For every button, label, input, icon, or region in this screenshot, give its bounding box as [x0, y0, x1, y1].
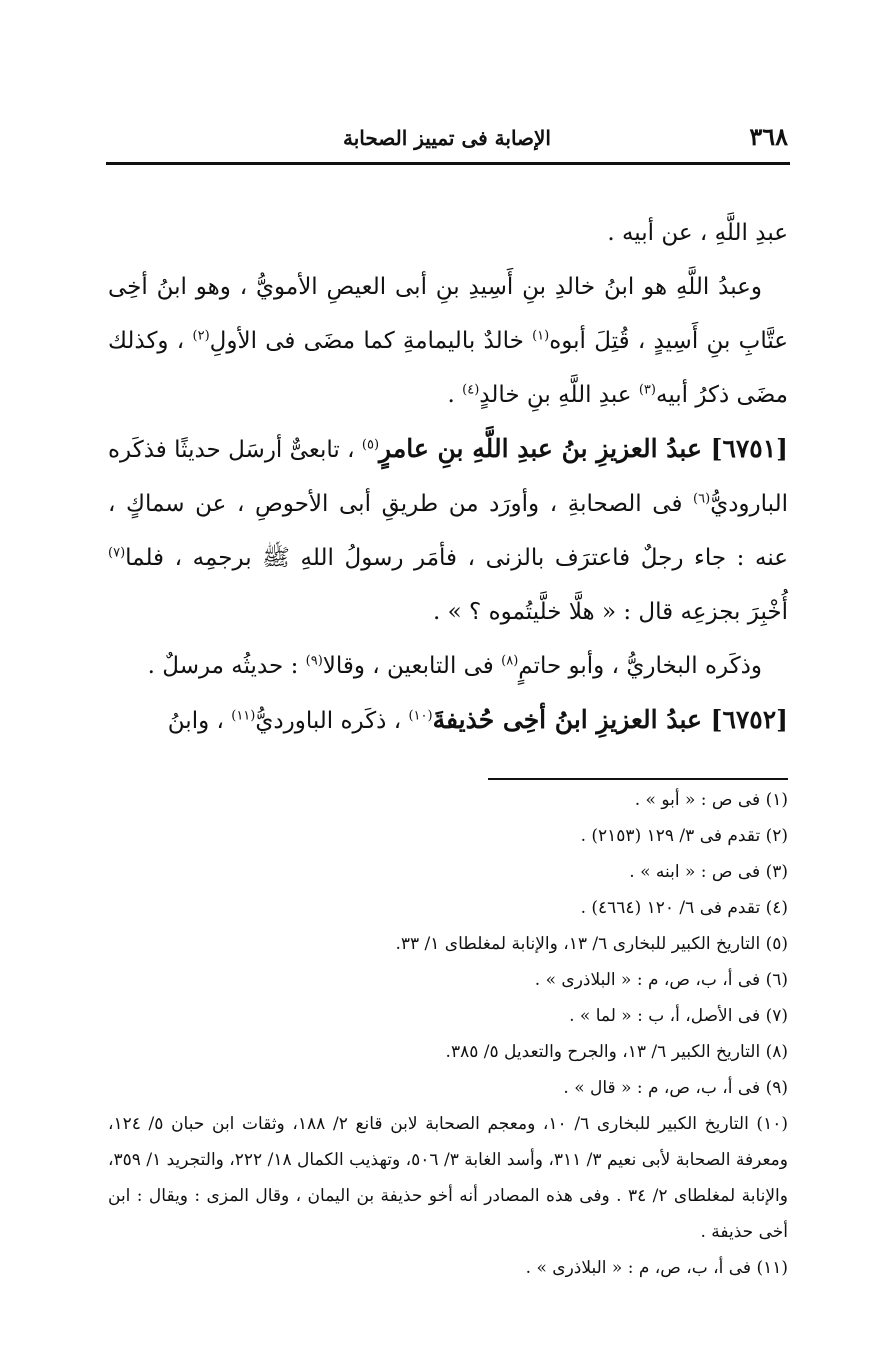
footnote-11: (١١) فى أ، ب، ص، م : « البلاذرى » . — [525, 1258, 788, 1278]
text-run: فى التابعين ، وقالا — [322, 653, 502, 679]
paragraph-1 — [108, 206, 788, 260]
footnote-ref-8[interactable]: (٨) — [501, 653, 519, 669]
text-run: عبدِ اللَّهِ بنِ خالدٍ — [479, 382, 639, 408]
text-run: ، ذكَره الباورديُّ — [255, 708, 409, 734]
paragraph-4 — [108, 639, 788, 693]
text-run: أُخْبِرَ بجزعِه قال : « هلَّا خلَّيتُموه ؟ » . — [433, 599, 788, 625]
paragraph-2 — [108, 260, 788, 422]
footnote-7: (٧) فى الأصل، أ، ب : « لما » . — [569, 1006, 788, 1026]
footnote-3: (٣) فى ص : « ابنه » . — [629, 862, 788, 882]
text-run: ، تابعىٌّ أرسَل حديثًا فذكَره الباروديُّ — [108, 437, 788, 517]
footnote-9: (٩) فى أ، ب، ص، م : « قال » . — [563, 1078, 788, 1098]
text-run: خالدٌ باليمامةِ كما مضَى فى الأولِ — [209, 328, 533, 354]
entry-heading: [٦٧٥١] عبدُ العزيزِ بنُ عبدِ اللَّهِ بنِ عامرٍ — [379, 434, 789, 463]
running-title: الإصابة فى تمييز الصحابة — [343, 126, 551, 150]
footnote-2: (٢) تقدم فى ٣/ ١٢٩ (٢١٥٣) . — [580, 826, 788, 846]
footnote-ref-3[interactable]: (٣) — [638, 382, 656, 398]
footnote-ref-11[interactable]: (١١) — [231, 708, 256, 724]
entry-heading: [٦٧٥٢] عبدُ العزيزِ ابنُ أخِى حُذيفةَ — [432, 705, 788, 734]
text-run: عبدِ اللَّهِ ، عن أبيه . — [607, 220, 788, 246]
text-run: ، وابنُ — [167, 708, 232, 734]
page-header — [106, 122, 788, 152]
footnote-ref-4[interactable]: (٤) — [462, 382, 480, 398]
text-run: فى الصحابةِ ، وأورَد من طريقِ أبى الأحوصِ ، عن سماكٍ ، عنه : جاء رجلٌ فاعترَف بالزنى ، فأمَر رسولُ اللهِ ﷺ برجمِه ، فلما — [108, 491, 788, 571]
footnote-10: (١٠) التاريخ الكبير للبخارى ٦/ ١٠، ومعجم الصحابة لابن قانع ٢/ ١٨٨، وثقات ابن حبان ٥/ ١٢٤، ومعرفة الصحابة لأبى نعيم ٣/ ٣١١، وأسد الغابة ٣/ ٥٠٦، وتهذيب الكمال ١٨/ ٢٢٢، والتجريد ١/ ٣٥٩، والإنابة لمغلطاى ٢/ ٣٤ . وفى هذه المصادر أنه أخو حذيفة بن اليمان ، وقال المزى : ويقال : ابن أخى حذيفة . — [108, 1114, 788, 1242]
text-run: وعبدُ اللَّهِ هو ابنُ خالدِ بنِ أَسِيدِ بنِ أبى العيصِ الأمويُّ ، وهو ابنُ أخِى عتَّابِ بنِ أَسِيدٍ ، قُتِلَ أبوه — [108, 274, 788, 354]
footnote-ref-1[interactable]: (١) — [532, 328, 550, 344]
text-run: . — [447, 382, 463, 408]
footnotes — [108, 782, 788, 1286]
footnote-5: (٥) التاريخ الكبير للبخارى ٦/ ١٣، والإنابة لمغلطاى ١/ ٣٣. — [395, 934, 788, 954]
entry-6751 — [108, 422, 788, 639]
footnote-ref-2[interactable]: (٢) — [192, 328, 210, 344]
footnote-ref-9[interactable]: (٩) — [305, 653, 323, 669]
footnote-ref-6[interactable]: (٦) — [693, 491, 711, 507]
text-run: ، وكذلك مضَى ذكرُ أبيه — [108, 328, 788, 408]
main-text — [108, 206, 788, 748]
footnote-4: (٤) تقدم فى ٦/ ١٢٠ (٤٦٦٤) . — [580, 898, 788, 918]
entry-6752 — [108, 693, 788, 748]
text-run: : حديثُه مرسلٌ . — [147, 653, 306, 679]
footnote-ref-10[interactable]: (١٠) — [408, 708, 433, 724]
footnote-ref-5[interactable]: (٥) — [361, 437, 380, 453]
footnote-1: (١) فى ص : « أبو » . — [634, 790, 788, 810]
footnote-6: (٦) فى أ، ب، ص، م : « البلاذرى » . — [534, 970, 788, 990]
text-run: وذكَره البخاريُّ ، وأبو حاتمٍ — [518, 653, 762, 679]
header-rule — [106, 162, 790, 165]
footnote-rule — [488, 778, 788, 780]
page-number: ٣٦٨ — [749, 122, 788, 151]
footnote-8: (٨) التاريخ الكبير ٦/ ١٣، والجرح والتعديل ٥/ ٣٨٥. — [445, 1042, 788, 1062]
footnote-ref-7[interactable]: (٧) — [108, 545, 126, 561]
